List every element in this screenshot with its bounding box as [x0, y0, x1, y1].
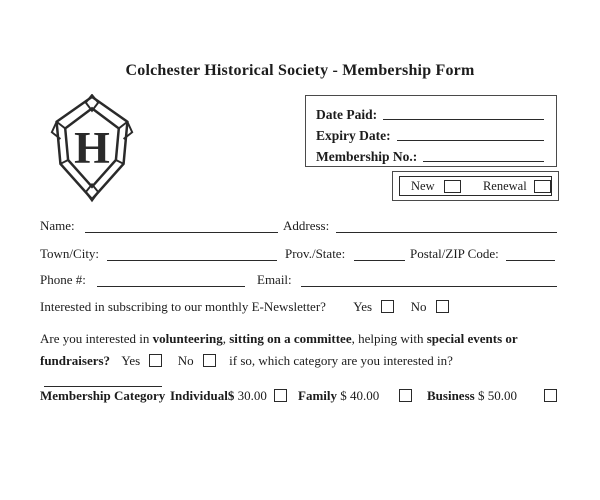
- office-use-box: [305, 95, 557, 167]
- membership-category-row: [40, 388, 580, 406]
- town-city-input-line[interactable]: [107, 246, 277, 261]
- page-title: Colchester Historical Society - Membership Form: [125, 62, 475, 79]
- volunteer-category-input-line[interactable]: [44, 374, 162, 387]
- individual-label: Individual$: [170, 388, 235, 403]
- date-paid-input-line[interactable]: [383, 107, 544, 120]
- address-input-line[interactable]: [336, 218, 557, 233]
- volunteer-question-paragraph: [40, 328, 560, 394]
- renewal-checkbox[interactable]: [534, 180, 551, 193]
- volunteer-no-checkbox[interactable]: [203, 354, 216, 367]
- town-city-label: Town/City:: [40, 246, 100, 261]
- postal-zip-input-line[interactable]: [506, 246, 555, 261]
- email-input-line[interactable]: [301, 272, 557, 287]
- name-label: Name:: [40, 218, 75, 233]
- expiry-date-input-line[interactable]: [397, 128, 544, 141]
- family-label: Family: [298, 388, 337, 403]
- new-label: New: [411, 178, 435, 193]
- volunteer-text-3: , helping with: [351, 331, 427, 346]
- crest-shield-icon: [44, 94, 140, 204]
- name-address-row: [40, 218, 560, 236]
- member-type-box: [392, 171, 559, 201]
- membership-no-input-line[interactable]: [423, 149, 544, 162]
- volunteer-followup-label: if so, which category are you interested in?: [229, 353, 453, 368]
- individual-checkbox[interactable]: [274, 389, 287, 402]
- crest-letter: H: [74, 121, 110, 173]
- date-paid-row: [316, 102, 546, 123]
- volunteer-text-1: Are you interested in: [40, 331, 153, 346]
- prov-state-input-line[interactable]: [354, 246, 405, 261]
- volunteer-text-committee: sitting on a committee: [229, 331, 352, 346]
- member-type-inner-box: [399, 176, 552, 196]
- town-prov-postal-row: [40, 246, 560, 264]
- newsletter-row: [40, 299, 449, 315]
- date-paid-label: Date Paid:: [316, 107, 378, 122]
- newsletter-question: Interested in subscribing to our monthly E-Newsletter?: [40, 299, 326, 314]
- name-input-line[interactable]: [85, 218, 278, 233]
- email-label: Email:: [257, 272, 292, 287]
- volunteer-text-volunteering: volunteering: [152, 331, 223, 346]
- membership-option-business: [427, 388, 557, 404]
- volunteer-text-events: special events or: [426, 331, 518, 346]
- volunteer-yes-checkbox[interactable]: [149, 354, 162, 367]
- postal-zip-label: Postal/ZIP Code:: [410, 246, 499, 261]
- renewal-label: Renewal: [482, 178, 527, 193]
- business-price: $ 50.00: [474, 388, 517, 403]
- prov-state-label: Prov./State:: [285, 246, 346, 261]
- volunteer-no-label: No: [177, 353, 194, 368]
- expiry-date-row: [316, 123, 546, 144]
- membership-option-individual: [170, 388, 287, 404]
- volunteer-yes-label: Yes: [121, 353, 141, 368]
- newsletter-no-checkbox[interactable]: [436, 300, 449, 313]
- membership-no-label: Membership No.:: [316, 149, 418, 164]
- address-label: Address:: [283, 218, 330, 233]
- newsletter-yes-label: Yes: [353, 299, 373, 314]
- membership-option-family: [298, 388, 412, 404]
- family-price: $ 40.00: [337, 388, 380, 403]
- volunteer-text-2: ,: [222, 331, 230, 346]
- membership-no-row: [316, 144, 546, 165]
- individual-price: 30.00: [234, 388, 267, 403]
- society-crest-logo: [44, 94, 140, 208]
- business-checkbox[interactable]: [544, 389, 557, 402]
- business-label: Business: [427, 388, 475, 403]
- newsletter-no-label: No: [410, 299, 427, 314]
- phone-label: Phone #:: [40, 272, 86, 287]
- new-checkbox[interactable]: [444, 180, 461, 193]
- family-checkbox[interactable]: [399, 389, 412, 402]
- membership-category-label: Membership Category: [40, 388, 166, 403]
- volunteer-text-fundraisers: fundraisers?: [40, 353, 111, 368]
- phone-email-row: [40, 272, 560, 290]
- newsletter-yes-checkbox[interactable]: [381, 300, 394, 313]
- phone-input-line[interactable]: [97, 272, 245, 287]
- expiry-date-label: Expiry Date:: [316, 128, 391, 143]
